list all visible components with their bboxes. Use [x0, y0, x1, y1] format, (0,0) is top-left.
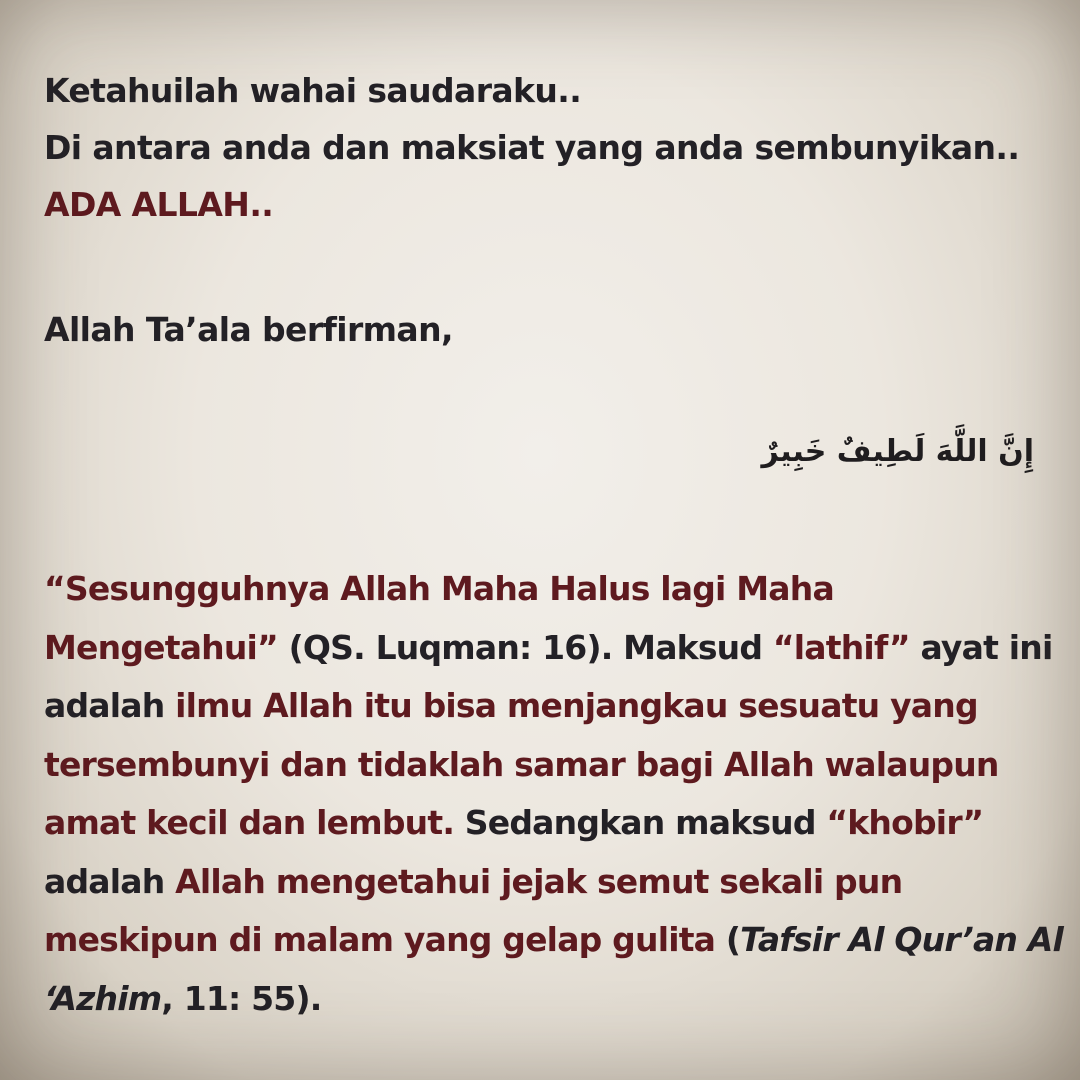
- intro-text: [44, 62, 1019, 233]
- quote-part: “Sesungguhnya Allah Maha Halus lagi Maha: [44, 569, 834, 608]
- quote-part: meskipun di malam yang gelap gulita: [44, 920, 716, 959]
- book-title-part: Tafsir Al Qur’an Al: [740, 920, 1064, 959]
- paragraph-line-2: [44, 619, 1053, 678]
- plain-part: , 11: 55).: [161, 978, 322, 1018]
- firman-text: Allah Ta’ala berfirman,: [44, 310, 453, 349]
- paragraph-line-4: [44, 736, 1044, 795]
- paragraph-line-5: [44, 794, 1044, 853]
- book-title-part: ‘Azhim: [44, 978, 162, 1018]
- paragraph-line-7: [44, 911, 1064, 970]
- quote-part: ilmu Allah itu bisa menjangkau sesuatu yang: [175, 686, 978, 725]
- plain-part: adalah: [44, 686, 176, 725]
- paragraph-line-8: [44, 970, 1044, 1029]
- paragraph-line-3: [44, 677, 1044, 736]
- plain-part: (: [715, 920, 741, 959]
- paragraph-line-1: [44, 560, 1044, 619]
- intro-line-2: Di antara anda dan maksiat yang anda sembunyikan..: [44, 128, 1020, 167]
- plain-part: ayat ini: [909, 627, 1053, 667]
- arabic-verse: إِنَّ اللَّهَ لَطِيفٌ خَبِيرٌ: [761, 434, 1034, 469]
- quote-part: “khobir”: [826, 803, 984, 842]
- quote-part: Allah mengetahui jejak semut sekali pun: [175, 861, 903, 901]
- quote-part: Mengetahui”: [44, 627, 278, 667]
- quote-part: tersembunyi dan tidaklah samar bagi Allah walaupun: [44, 744, 999, 784]
- tafsir-paragraph: [44, 560, 1064, 1028]
- plain-part: Sedangkan maksud: [454, 803, 827, 842]
- paragraph-line-6: [44, 853, 1044, 912]
- plain-part: (QS. Luqman: 16). Maksud: [277, 627, 773, 667]
- plain-part: adalah: [44, 861, 176, 901]
- quote-part: amat kecil dan lembut.: [44, 803, 455, 842]
- intro-line-1: Ketahuilah wahai saudaraku..: [44, 71, 582, 110]
- quote-part: “lathif”: [772, 627, 910, 667]
- intro-line-3: ADA ALLAH..: [44, 185, 274, 224]
